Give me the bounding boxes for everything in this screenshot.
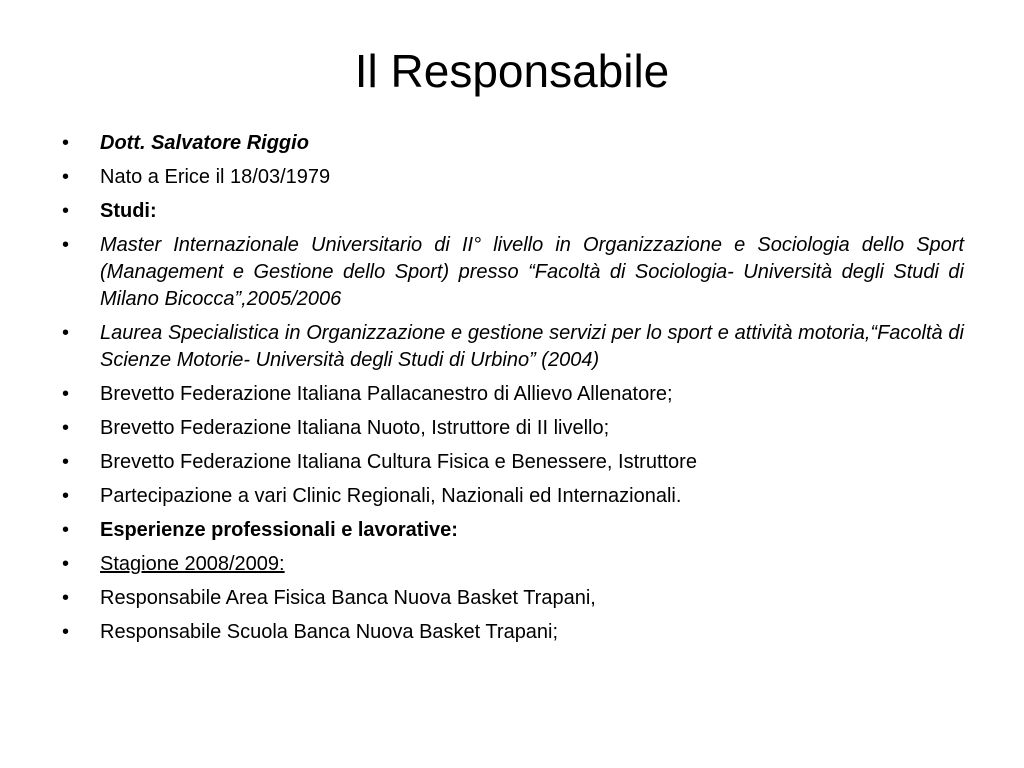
list-item xyxy=(62,585,964,612)
bullet-icon: • xyxy=(62,322,70,344)
list-item xyxy=(62,232,964,313)
role-text: Responsabile Scuola Banca Nuova Basket Trapani; xyxy=(100,621,559,643)
master-text: Master Internazionale Universitario di II° livello in Organizzazione e Sociologia dello Sport (Management e Gestione dello Sport) presso “Facoltà di Sociologia- Università degli Studi di Milano Bicocca”,2005/2006 xyxy=(100,234,964,310)
list-item xyxy=(62,551,964,578)
certificate-text: Brevetto Federazione Italiana Nuoto, Istruttore di II livello; xyxy=(100,417,610,439)
bullet-icon: • xyxy=(62,234,70,256)
bullet-icon: • xyxy=(62,519,70,541)
bullet-icon: • xyxy=(62,553,70,575)
bullet-icon: • xyxy=(62,132,70,154)
list-item xyxy=(62,415,964,442)
degree-text: Laurea Specialistica in Organizzazione e gestione servizi per lo sport e attività motoria,“Facoltà di Scienze Motorie- Università degli Studi di Urbino” (2004) xyxy=(100,322,964,371)
list-item xyxy=(62,483,964,510)
season-heading: Stagione 2008/2009: xyxy=(100,553,285,575)
certificate-text: Brevetto Federazione Italiana Cultura Fisica e Benessere, Istruttore xyxy=(100,451,697,473)
bullet-icon: • xyxy=(62,383,70,405)
slide-title: Il Responsabile xyxy=(354,45,670,97)
bullet-icon: • xyxy=(62,200,70,222)
bullet-icon: • xyxy=(62,451,70,473)
list-item xyxy=(62,619,964,646)
bullet-icon: • xyxy=(62,587,70,609)
list-item xyxy=(62,198,964,225)
list-item xyxy=(62,130,964,157)
list-item xyxy=(62,517,964,544)
list-item xyxy=(62,449,964,476)
bullet-icon: • xyxy=(62,485,70,507)
name-text: Dott. Salvatore Riggio xyxy=(100,132,309,154)
bullet-icon: • xyxy=(62,621,70,643)
studies-heading: Studi: xyxy=(100,200,157,222)
bullet-icon: • xyxy=(62,417,70,439)
clinic-text: Partecipazione a vari Clinic Regionali, Nazionali ed Internazionali. xyxy=(100,485,682,507)
list-item xyxy=(62,381,964,408)
bullet-list xyxy=(62,130,964,653)
certificate-text: Brevetto Federazione Italiana Pallacanestro di Allievo Allenatore; xyxy=(100,383,673,405)
list-item xyxy=(62,320,964,374)
experience-heading: Esperienze professionali e lavorative: xyxy=(100,519,458,541)
bullet-icon: • xyxy=(62,166,70,188)
role-text: Responsabile Area Fisica Banca Nuova Basket Trapani, xyxy=(100,587,596,609)
birth-text: Nato a Erice il 18/03/1979 xyxy=(100,166,331,188)
list-item xyxy=(62,164,964,191)
